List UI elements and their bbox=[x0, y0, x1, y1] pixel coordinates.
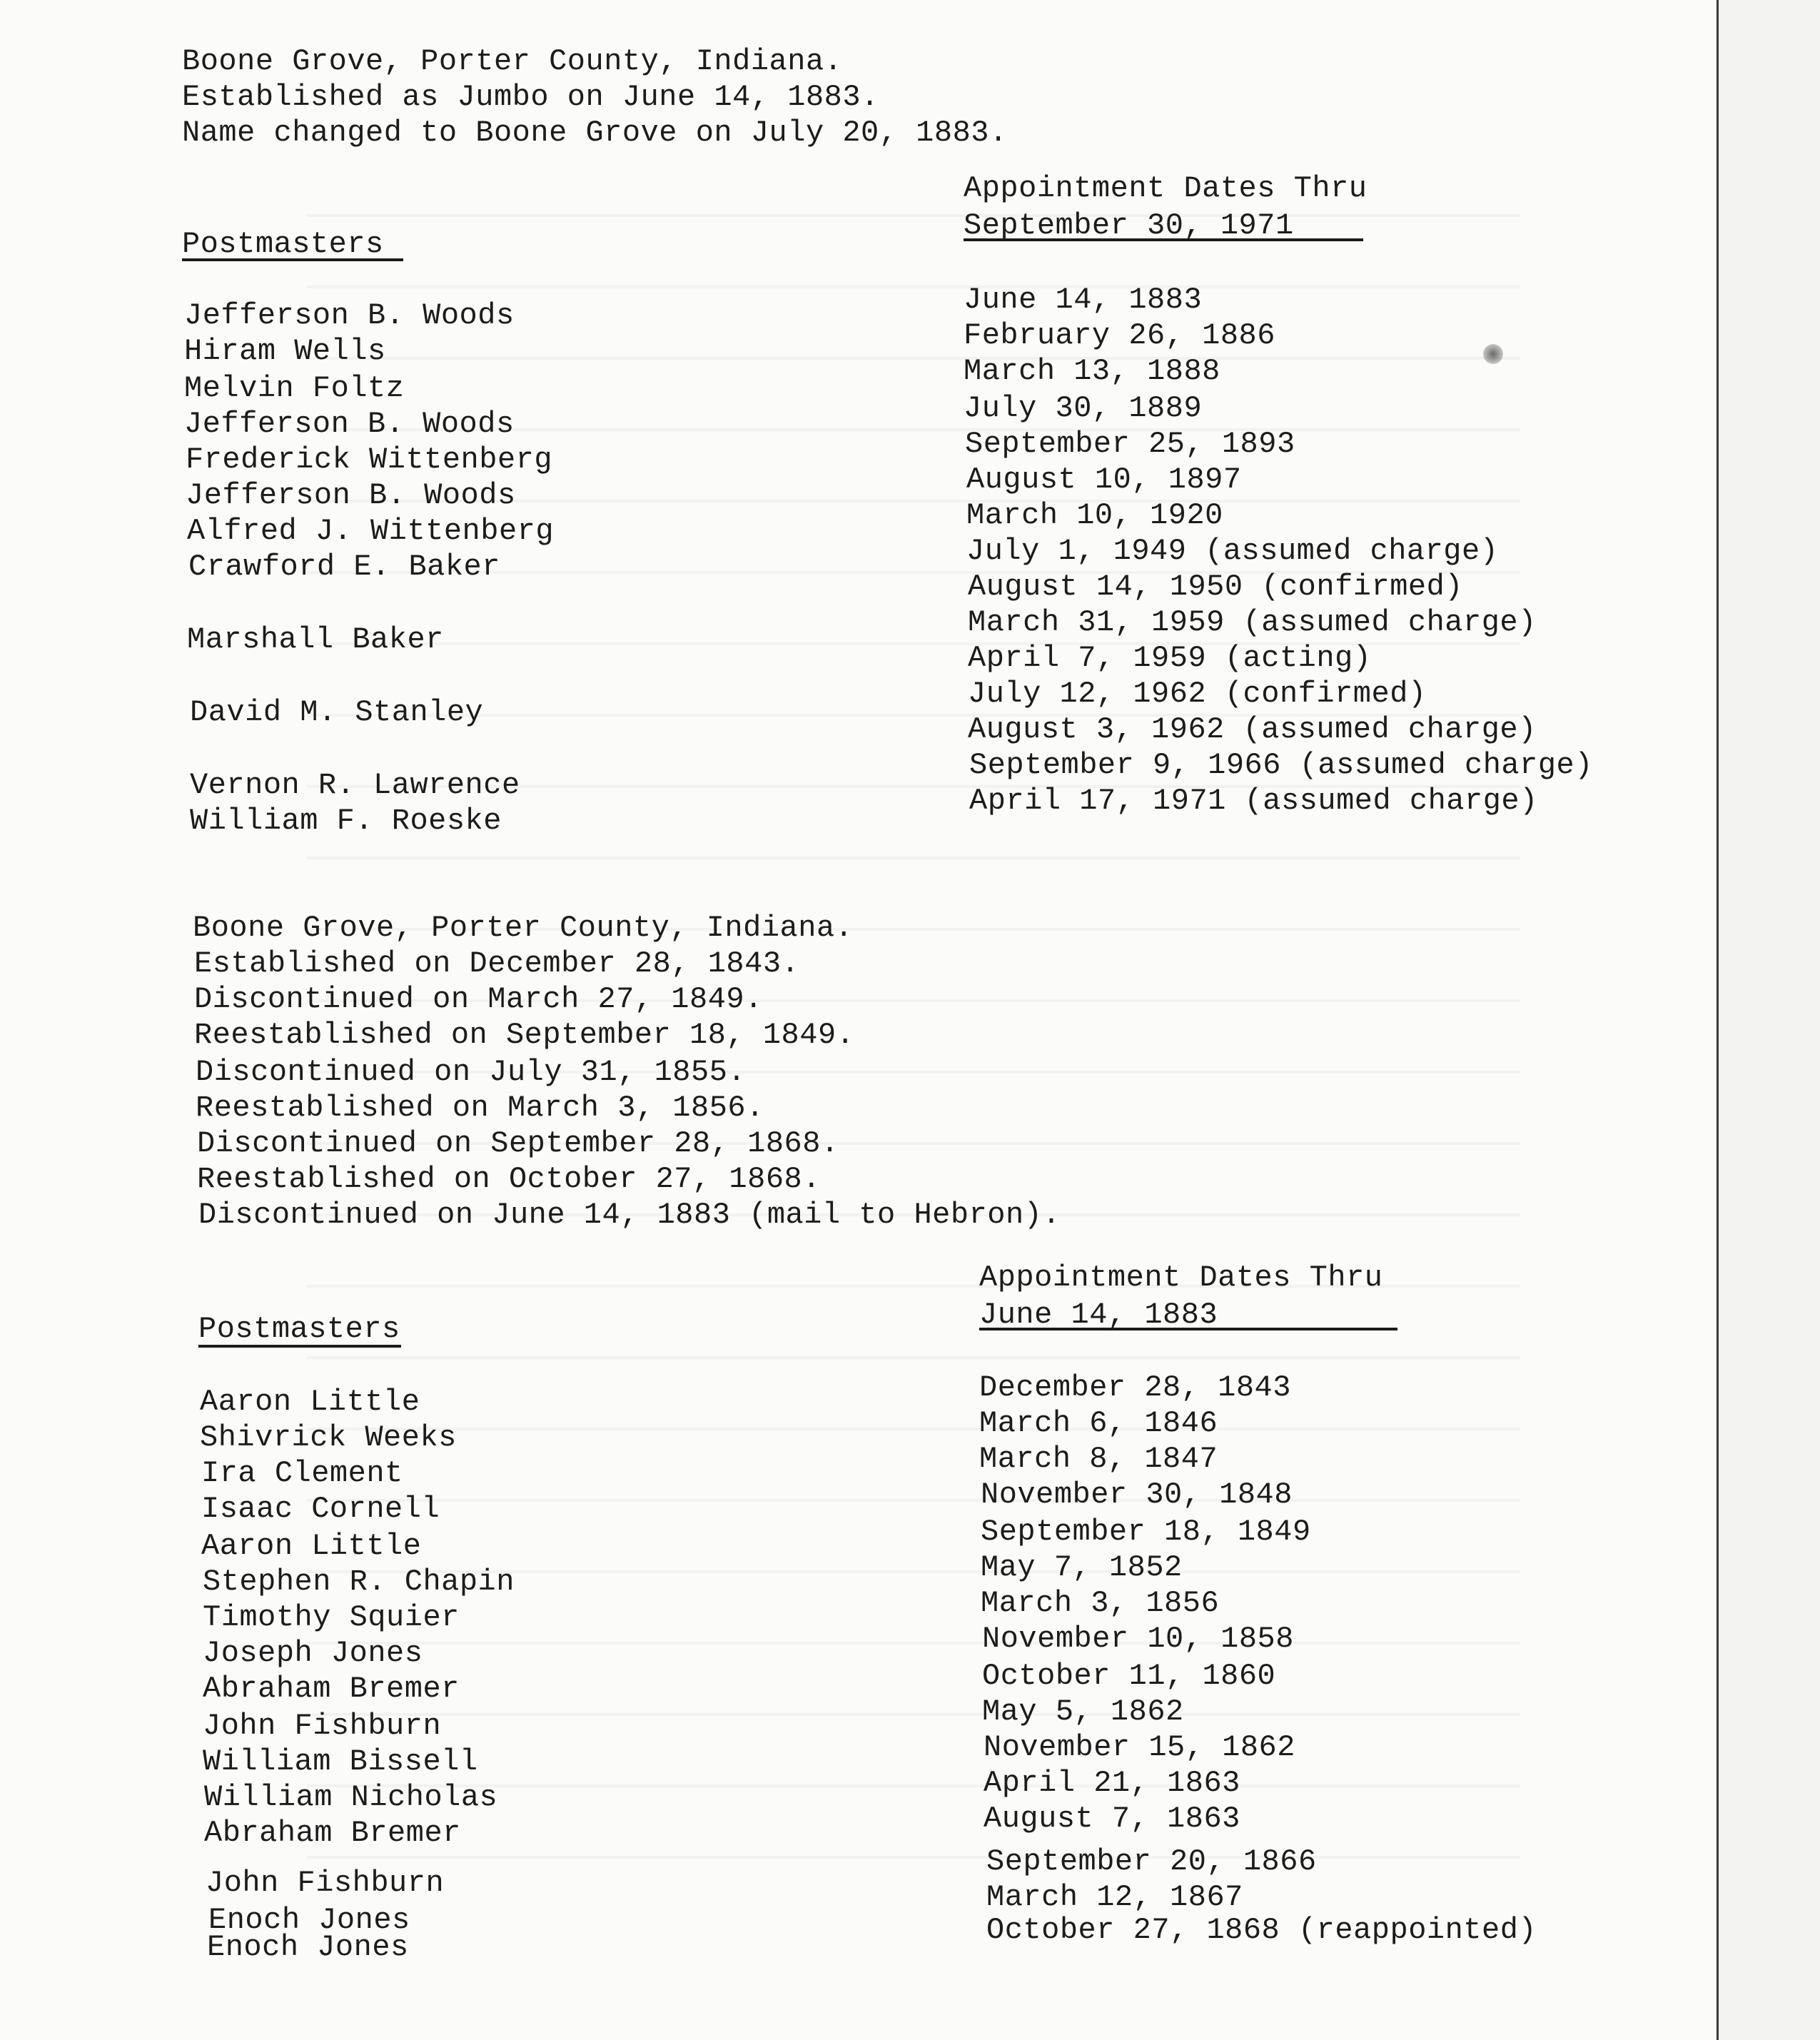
appointment-date: December 28, 1843 bbox=[979, 1370, 1291, 1405]
postmaster-name: Abraham Bremer bbox=[204, 1816, 461, 1850]
section2-header-line: Boone Grove, Porter County, Indiana. bbox=[193, 911, 854, 945]
section1-header-line: Name changed to Boone Grove on July 20, 1883. bbox=[182, 116, 1008, 150]
section1-postmasters-heading: Postmasters bbox=[182, 227, 384, 261]
section2-header-line: Discontinued on March 27, 1849. bbox=[194, 982, 763, 1016]
section2-header-line: Discontinued on July 31, 1855. bbox=[196, 1055, 747, 1089]
appointment-date: August 10, 1897 bbox=[966, 463, 1242, 497]
section2-dates-underline bbox=[979, 1328, 1397, 1330]
appointment-date: April 17, 1971 (assumed charge) bbox=[969, 784, 1538, 818]
appointment-date: October 11, 1860 bbox=[982, 1659, 1276, 1693]
ink-smudge bbox=[1483, 344, 1503, 364]
postmaster-name: Ira Clement bbox=[201, 1456, 403, 1490]
appointment-date: November 15, 1862 bbox=[984, 1730, 1295, 1764]
postmaster-name: Stephen R. Chapin bbox=[203, 1565, 515, 1599]
appointment-date: October 27, 1868 (reappointed) bbox=[986, 1913, 1537, 1947]
appointment-date: March 12, 1867 bbox=[986, 1880, 1243, 1914]
section2-header-line: Established on December 28, 1843. bbox=[194, 946, 800, 981]
appointment-date: March 13, 1888 bbox=[964, 354, 1220, 388]
appointment-date: September 25, 1893 bbox=[965, 427, 1295, 461]
postmaster-name: Abraham Bremer bbox=[203, 1672, 460, 1706]
appointment-date: March 8, 1847 bbox=[979, 1442, 1218, 1476]
appointment-date: April 21, 1863 bbox=[984, 1766, 1240, 1800]
appointment-date: July 1, 1949 (assumed charge) bbox=[966, 534, 1499, 568]
appointment-date: November 30, 1848 bbox=[981, 1478, 1293, 1512]
postmaster-name: Marshall Baker bbox=[187, 622, 444, 657]
appointment-date: June 14, 1883 bbox=[964, 283, 1203, 317]
appointment-date: March 31, 1959 (assumed charge) bbox=[968, 605, 1537, 640]
appointment-date: September 9, 1966 (assumed charge) bbox=[969, 748, 1593, 782]
appointment-date: September 18, 1849 bbox=[981, 1515, 1311, 1549]
appointment-date: July 12, 1962 (confirmed) bbox=[968, 677, 1427, 711]
section2-header-line: Reestablished on October 27, 1868. bbox=[197, 1162, 821, 1196]
section2-header-line: Discontinued on June 14, 1883 (mail to Hebron). bbox=[198, 1198, 1061, 1232]
postmaster-name: William Nicholas bbox=[204, 1780, 498, 1814]
postmaster-name: Frederick Wittenberg bbox=[186, 443, 553, 477]
appointment-date: August 14, 1950 (confirmed) bbox=[968, 570, 1464, 604]
postmaster-name: Alfred J. Wittenberg bbox=[187, 514, 555, 548]
postmaster-name: William F. Roeske bbox=[190, 804, 502, 838]
appointment-date: March 10, 1920 bbox=[966, 498, 1223, 532]
section2-dates-heading: Appointment Dates Thru bbox=[979, 1261, 1383, 1295]
section2-dates-heading-date: June 14, 1883 bbox=[979, 1298, 1218, 1332]
postmaster-name: Jefferson B. Woods bbox=[184, 298, 515, 333]
section1-header-line: Established as Jumbo on June 14, 1883. bbox=[182, 80, 879, 114]
appointment-date: August 7, 1863 bbox=[984, 1802, 1240, 1836]
section1-dates-underline bbox=[964, 238, 1363, 241]
postmaster-name: John Fishburn bbox=[203, 1709, 442, 1743]
postmaster-name: Aaron Little bbox=[201, 1529, 422, 1563]
postmaster-name: Melvin Foltz bbox=[184, 371, 405, 405]
appointment-date: April 7, 1959 (acting) bbox=[968, 641, 1372, 675]
section1-header-line: Boone Grove, Porter County, Indiana. bbox=[182, 44, 843, 79]
section2-header-line: Reestablished on September 18, 1849. bbox=[194, 1018, 855, 1052]
postmaster-name: Isaac Cornell bbox=[201, 1492, 440, 1526]
appointment-date: March 6, 1846 bbox=[979, 1406, 1218, 1440]
postmaster-name: Crawford E. Baker bbox=[188, 550, 500, 584]
postmaster-name: Hiram Wells bbox=[184, 334, 386, 368]
section2-header-line: Reestablished on March 3, 1856. bbox=[196, 1091, 764, 1125]
appointment-date: March 3, 1856 bbox=[981, 1586, 1220, 1620]
postmaster-name: Enoch Jones bbox=[207, 1930, 409, 1964]
postmaster-name: Enoch Jones bbox=[208, 1903, 410, 1937]
postmaster-name: Vernon R. Lawrence bbox=[190, 768, 520, 802]
page-edge bbox=[1717, 0, 1719, 2040]
section1-dates-heading-date: September 30, 1971 bbox=[964, 208, 1294, 243]
postmaster-name: Joseph Jones bbox=[203, 1636, 423, 1670]
section2-postmasters-heading: Postmasters bbox=[198, 1312, 400, 1346]
postmaster-name: Jefferson B. Woods bbox=[184, 407, 515, 441]
appointment-date: August 3, 1962 (assumed charge) bbox=[968, 712, 1537, 747]
postmaster-name: Jefferson B. Woods bbox=[186, 478, 516, 512]
section2-postmasters-underline bbox=[198, 1345, 401, 1348]
postmaster-name: John Fishburn bbox=[206, 1866, 445, 1900]
postmaster-name: Aaron Little bbox=[200, 1385, 420, 1419]
appointment-date: February 26, 1886 bbox=[964, 318, 1275, 353]
scan-margin bbox=[1719, 0, 1820, 2040]
postmaster-name: Timothy Squier bbox=[203, 1600, 460, 1635]
appointment-date: November 10, 1858 bbox=[982, 1622, 1294, 1656]
postmaster-name: David M. Stanley bbox=[190, 695, 484, 729]
appointment-date: May 5, 1862 bbox=[982, 1695, 1184, 1729]
postmaster-name: William Bissell bbox=[203, 1744, 478, 1779]
section1-postmasters-underline bbox=[182, 258, 403, 261]
appointment-date: September 20, 1866 bbox=[986, 1844, 1317, 1879]
section2-header-line: Discontinued on September 28, 1868. bbox=[197, 1126, 839, 1161]
appointment-date: May 7, 1852 bbox=[981, 1550, 1183, 1585]
postmaster-name: Shivrick Weeks bbox=[200, 1420, 457, 1455]
appointment-date: July 30, 1889 bbox=[964, 391, 1203, 425]
section1-dates-heading: Appointment Dates Thru bbox=[964, 171, 1367, 206]
